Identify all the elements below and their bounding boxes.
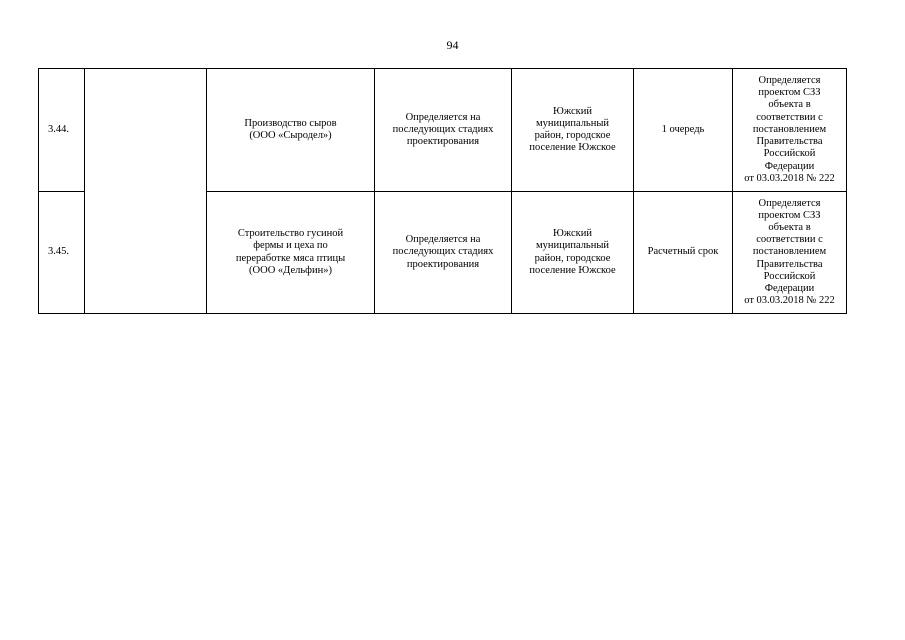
row-number: 3.44. [39, 69, 85, 192]
object-name-line: фермы и цеха по [253, 240, 328, 252]
object-name-cell [207, 69, 375, 192]
note-cell [733, 69, 847, 192]
note-line: Федерации [764, 160, 815, 172]
object-name-line: Строительство гусиной [237, 228, 344, 240]
parameters-cell [375, 69, 512, 192]
row-number: 3.45. [39, 192, 85, 314]
location-line: муниципальный [535, 240, 610, 252]
note-line: соответствии с [756, 234, 823, 246]
location-line: Южский [553, 228, 592, 240]
page-number: 94 [446, 38, 459, 52]
note-line: постановлением [752, 123, 827, 135]
note-line: Правительства [756, 136, 823, 148]
object-name-line: (ООО «Сыродел») [249, 130, 332, 141]
note-line: Российской [763, 148, 816, 160]
note-line: от 03.03.2018 № 222 [744, 172, 835, 184]
note-line: проектом СЗЗ [758, 87, 821, 99]
object-name-line: (ООО «Дельфин») [249, 264, 332, 276]
location-line: район, городское [534, 130, 611, 141]
note-line: объекта в [768, 99, 811, 111]
note-line: проектом СЗЗ [758, 209, 821, 221]
location-cell [512, 69, 634, 192]
note-line: Российской [763, 270, 816, 282]
location-line: муниципальный [535, 117, 610, 129]
parameters-line: проектирования [406, 258, 480, 270]
note-line: Определяется [758, 197, 821, 209]
object-name-cell [207, 192, 375, 314]
note-line: постановлением [752, 246, 827, 258]
note-line: соответствии с [756, 111, 823, 123]
note-line: от 03.03.2018 № 222 [744, 295, 835, 307]
note-cell [733, 192, 847, 314]
note-line: Определяется [758, 75, 821, 87]
object-name-line: Производство сыров [244, 117, 337, 129]
merged-empty-cell [85, 69, 207, 314]
parameters-line: проектирования [406, 136, 480, 148]
note-line: объекта в [768, 221, 811, 233]
parameters-cell [375, 192, 512, 314]
location-line: Южский [553, 105, 592, 117]
note-line: Правительства [756, 258, 823, 270]
parameters-line: последующих стадиях [392, 246, 494, 258]
object-name-line: переработке мяса птицы [235, 252, 346, 264]
parameters-line: Определяется на [405, 234, 481, 246]
parameters-line: Определяется на [405, 111, 481, 123]
term-cell: Расчетный срок [634, 192, 733, 314]
location-line: поселение Южское [529, 264, 616, 276]
table-row [39, 69, 847, 192]
parameters-line: последующих стадиях [392, 123, 494, 135]
objects-table [38, 68, 847, 314]
note-line: Федерации [764, 283, 815, 294]
location-line: район, городское [534, 252, 611, 264]
term-cell: 1 очередь [634, 69, 733, 192]
location-line: поселение Южское [529, 142, 616, 154]
location-cell [512, 192, 634, 314]
